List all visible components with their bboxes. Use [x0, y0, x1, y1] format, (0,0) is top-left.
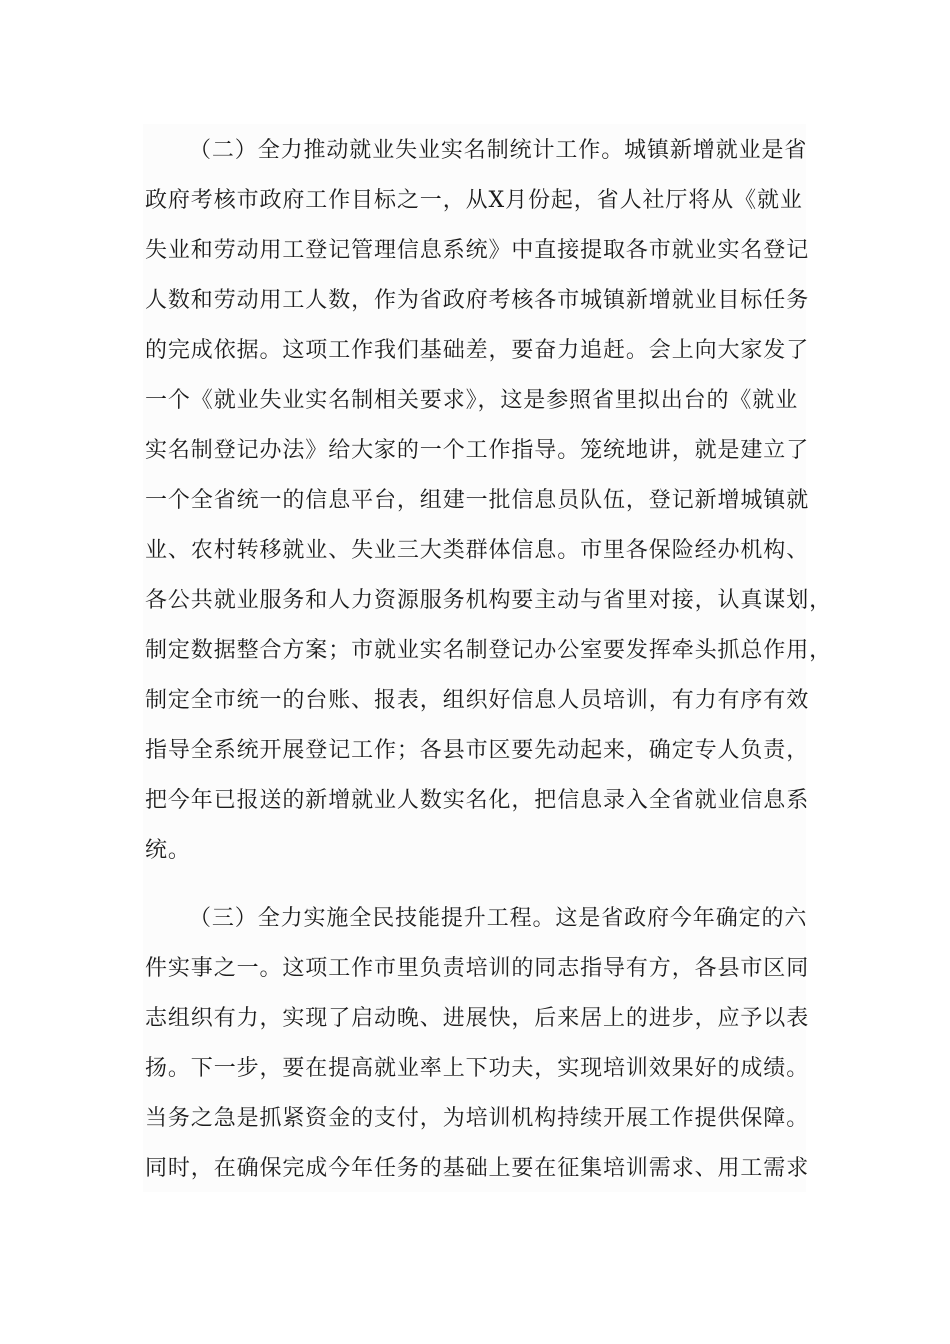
text-line: 把今年已报送的新增就业人数实名化，把信息录入全省就业信息系: [145, 788, 810, 813]
text-line: 一个《就业失业实名制相关要求》，这是参照省里拟出台的《就业: [145, 388, 799, 413]
text-line: （三）全力实施全民技能提升工程。这是省政府今年确定的六: [189, 906, 808, 931]
text-line: 政府考核市政府工作目标之一，从X月份起，省人社厅将从《就业: [145, 188, 803, 213]
text-line: 统。: [145, 838, 191, 863]
text-line: 志组织有力，实现了启动晚、进展快，后来居上的进步，应予以表: [145, 1006, 810, 1031]
text-line: 当务之急是抓紧资金的支付，为培训机构持续开展工作提供保障。: [145, 1106, 810, 1131]
paragraph-skills-improvement: [143, 880, 810, 1192]
text-line: 件实事之一。这项工作市里负责培训的同志指导有方，各县市区同: [145, 956, 810, 981]
text-line: 制定全市统一的台账、报表，组织好信息人员培训，有力有序有效: [145, 688, 810, 713]
text-line: 人数和劳动用工人数，作为省政府考核各市城镇新增就业目标任务: [145, 288, 810, 313]
text-line: 各公共就业服务和人力资源服务机构要主动与省里对接，认真谋划，: [145, 588, 833, 613]
text-line: （二）全力推动就业失业实名制统计工作。城镇新增就业是省: [189, 138, 808, 163]
text-line: 指导全系统开展登记工作；各县市区要先动起来，确定专人负责，: [145, 738, 810, 763]
text-line: 制定数据整合方案；市就业实名制登记办公室要发挥牵头抓总作用，: [145, 638, 833, 663]
text-line: 同时，在确保完成今年任务的基础上要在征集培训需求、用工需求: [145, 1156, 810, 1181]
text-line: 扬。下一步，要在提高就业率上下功夫，实现培训效果好的成绩。: [145, 1056, 810, 1081]
text-line: 一个全省统一的信息平台，组建一批信息员队伍，登记新增城镇就: [145, 488, 810, 513]
text-line: 失业和劳动用工登记管理信息系统》中直接提取各市就业实名登记: [145, 238, 810, 263]
text-line: 实名制登记办法》给大家的一个工作指导。笼统地讲，就是建立了: [145, 438, 810, 463]
text-line: 业、农村转移就业、失业三大类群体信息。市里各保险经办机构、: [145, 538, 810, 563]
paragraph-employment-registration: [143, 124, 833, 882]
text-line: 的完成依据。这项工作我们基础差，要奋力追赶。会上向大家发了: [145, 338, 810, 363]
